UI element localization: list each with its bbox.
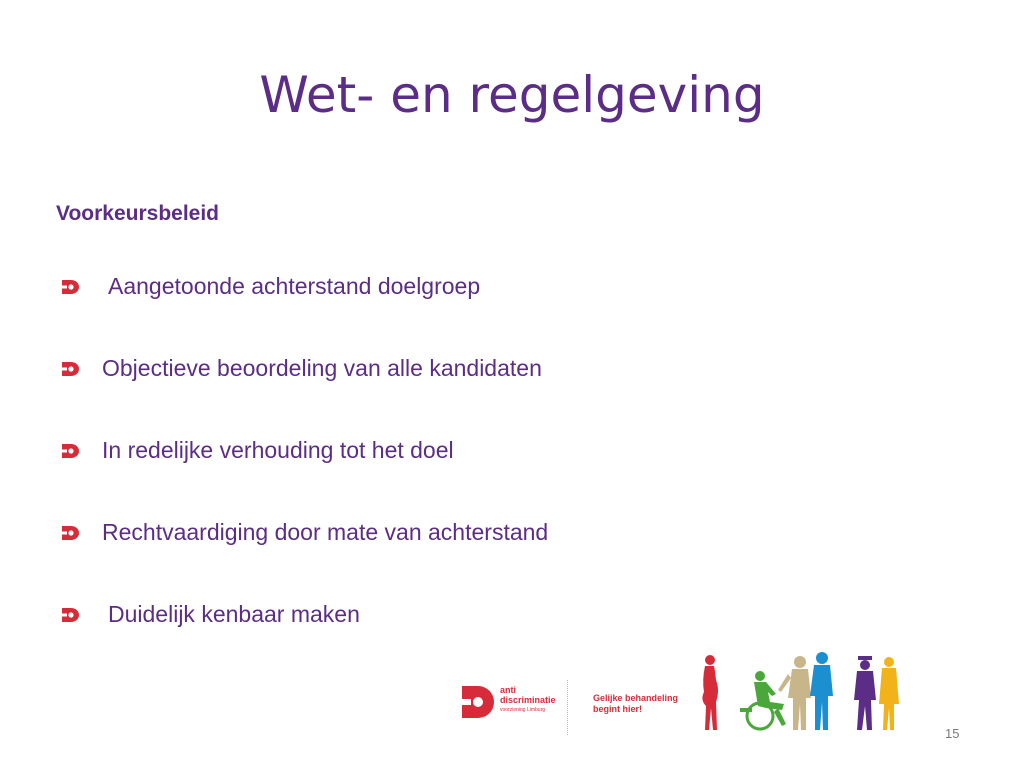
slide-title: Wet- en regelgeving (259, 66, 765, 124)
tagline-line2: begint hier! (593, 704, 642, 714)
logo-d-icon (460, 684, 496, 720)
bullet-list (60, 270, 548, 680)
slide-subtitle: Voorkeursbeleid (56, 202, 219, 225)
bullet-text: Rechtvaardiging door mate van achterstand (102, 519, 549, 545)
person-wheelchair-silhouette (740, 671, 786, 729)
logo-line-voorziening: voorziening Limburg (500, 707, 546, 713)
person-blue-silhouette (810, 652, 833, 730)
bullet-icon (60, 278, 82, 296)
footer-divider (567, 680, 568, 735)
person-red-silhouette (702, 655, 718, 730)
bullet-text: In redelijke verhouding tot het doel (102, 437, 454, 463)
bullet-icon (60, 442, 82, 460)
people-silhouettes-icon (696, 650, 906, 735)
page-number: 15 (945, 726, 960, 741)
person-yellow-silhouette (879, 657, 899, 730)
bullet-item (60, 352, 548, 434)
bullet-text: Aangetoonde achterstand doelgroep (108, 273, 481, 299)
bullet-icon (60, 524, 82, 542)
logo-line-anti: anti (500, 685, 517, 695)
logo-line-discriminatie: discriminatie (500, 695, 556, 705)
bullet-text: Duidelijk kenbaar maken (108, 601, 360, 627)
tagline-line1: Gelijke behandeling (593, 693, 679, 703)
person-purple-silhouette (854, 656, 876, 730)
bullet-text: Objectieve beoordeling van alle kandidaten (102, 355, 542, 381)
tagline (593, 693, 678, 715)
bullet-item (60, 270, 548, 352)
bullet-item (60, 516, 548, 598)
anti-discriminatie-logo (460, 680, 560, 730)
bullet-icon (60, 606, 82, 624)
bullet-item (60, 598, 548, 680)
bullet-icon (60, 360, 82, 378)
bullet-item (60, 434, 548, 516)
logo-text (500, 685, 556, 715)
